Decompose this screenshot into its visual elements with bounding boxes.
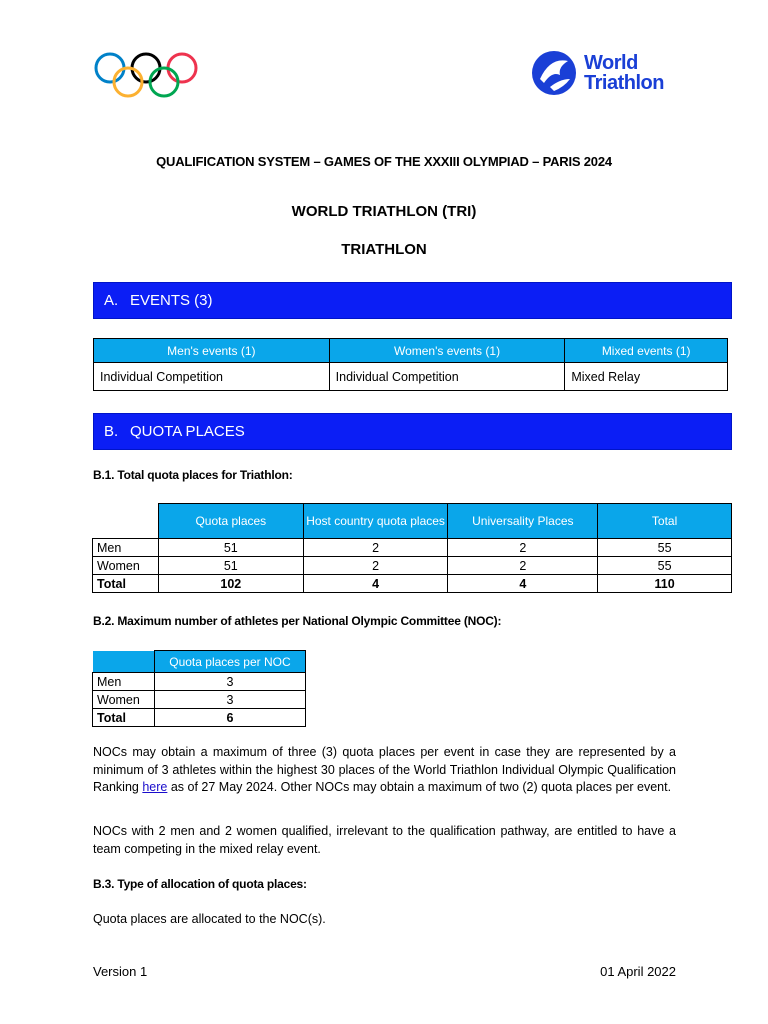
quota-cell: 2 — [448, 557, 598, 575]
quota-header-blank — [93, 504, 159, 539]
noc-row-label: Men — [93, 673, 155, 691]
noc-header-blank — [93, 651, 155, 673]
quota-cell: 2 — [448, 539, 598, 557]
b1-subheading: B.1. Total quota places for Triathlon: — [93, 468, 293, 482]
events-cell-men: Individual Competition — [94, 363, 330, 391]
quota-cell: 2 — [303, 539, 448, 557]
quota-header-universality: Universality Places — [448, 504, 598, 539]
olympic-rings-logo — [92, 50, 202, 100]
quota-cell: 55 — [598, 539, 732, 557]
events-table — [93, 338, 728, 391]
ranking-here-link[interactable]: here — [142, 780, 168, 794]
b2-subheading: B.2. Maximum number of athletes per National Olympic Committee (NOC): — [93, 614, 502, 628]
wt-logo-line1: World — [584, 52, 638, 74]
quota-row-label: Total — [93, 575, 159, 593]
noc-cell: 6 — [154, 709, 305, 727]
footer-version: Version 1 — [93, 964, 148, 979]
noc-row-label: Total — [93, 709, 155, 727]
quota-cell: 102 — [158, 575, 303, 593]
quota-cell: 4 — [303, 575, 448, 593]
noc-header: Quota places per NOC — [154, 651, 305, 673]
noc-quota-table — [92, 650, 306, 727]
section-a-label: EVENTS (3) — [130, 292, 213, 309]
para1-text-b: as of 27 May 2024. Other NOCs may obtain a maximum of two (2) quota places per event. — [167, 780, 672, 794]
table-row — [93, 539, 732, 557]
table-row — [94, 363, 728, 391]
table-row — [93, 709, 306, 727]
table-row — [93, 673, 306, 691]
section-a-heading — [93, 282, 732, 319]
quota-places-table — [92, 503, 732, 593]
noc-cell: 3 — [154, 691, 305, 709]
world-triathlon-logo — [530, 48, 680, 98]
world-triathlon-mark-icon — [530, 49, 578, 97]
paragraph-mixed-relay: NOCs with 2 men and 2 women qualified, irrelevant to the qualification pathway, are entitled to have a team competing in the mixed relay event. — [93, 824, 676, 856]
quota-cell: 2 — [303, 557, 448, 575]
federation-title: WORLD TRIATHLON (TRI) — [291, 203, 477, 220]
table-row — [93, 575, 732, 593]
quota-cell: 4 — [448, 575, 598, 593]
events-header-women: Women's events (1) — [329, 339, 565, 363]
document-title: QUALIFICATION SYSTEM – GAMES OF THE XXXIII OLYMPIAD – PARIS 2024 — [156, 154, 612, 169]
sport-title: TRIATHLON — [341, 241, 427, 258]
b3-subheading: B.3. Type of allocation of quota places: — [93, 877, 307, 891]
table-row — [93, 557, 732, 575]
events-header-mixed: Mixed events (1) — [565, 339, 728, 363]
quota-cell: 51 — [158, 557, 303, 575]
section-b-heading — [93, 413, 732, 450]
quota-header-host: Host country quota places — [303, 504, 448, 539]
wt-logo-line2: Triathlon — [584, 72, 664, 94]
section-b-number: B. — [104, 423, 119, 440]
paragraph-allocation: Quota places are allocated to the NOC(s). — [93, 912, 326, 926]
quota-cell: 51 — [158, 539, 303, 557]
noc-row-label: Women — [93, 691, 155, 709]
quota-cell: 55 — [598, 557, 732, 575]
paragraph-noc-maximum — [93, 744, 676, 797]
events-cell-mixed: Mixed Relay — [565, 363, 728, 391]
section-b-label: QUOTA PLACES — [130, 423, 245, 440]
events-header-men: Men's events (1) — [94, 339, 330, 363]
table-row — [93, 691, 306, 709]
noc-cell: 3 — [154, 673, 305, 691]
quota-header-quota: Quota places — [158, 504, 303, 539]
quota-header-total: Total — [598, 504, 732, 539]
para1-text-a: NOCs may obtain a maximum of three (3) quota places per event in case they are represented by a minimum of 3 athletes within the highest 30 places of the World Triathlon Individual Olympic Qualification Ranking — [93, 745, 676, 794]
quota-cell: 110 — [598, 575, 732, 593]
section-a-number: A. — [104, 292, 119, 309]
footer-date: 01 April 2022 — [600, 964, 676, 979]
quota-row-label: Men — [93, 539, 159, 557]
quota-row-label: Women — [93, 557, 159, 575]
events-cell-women: Individual Competition — [329, 363, 565, 391]
